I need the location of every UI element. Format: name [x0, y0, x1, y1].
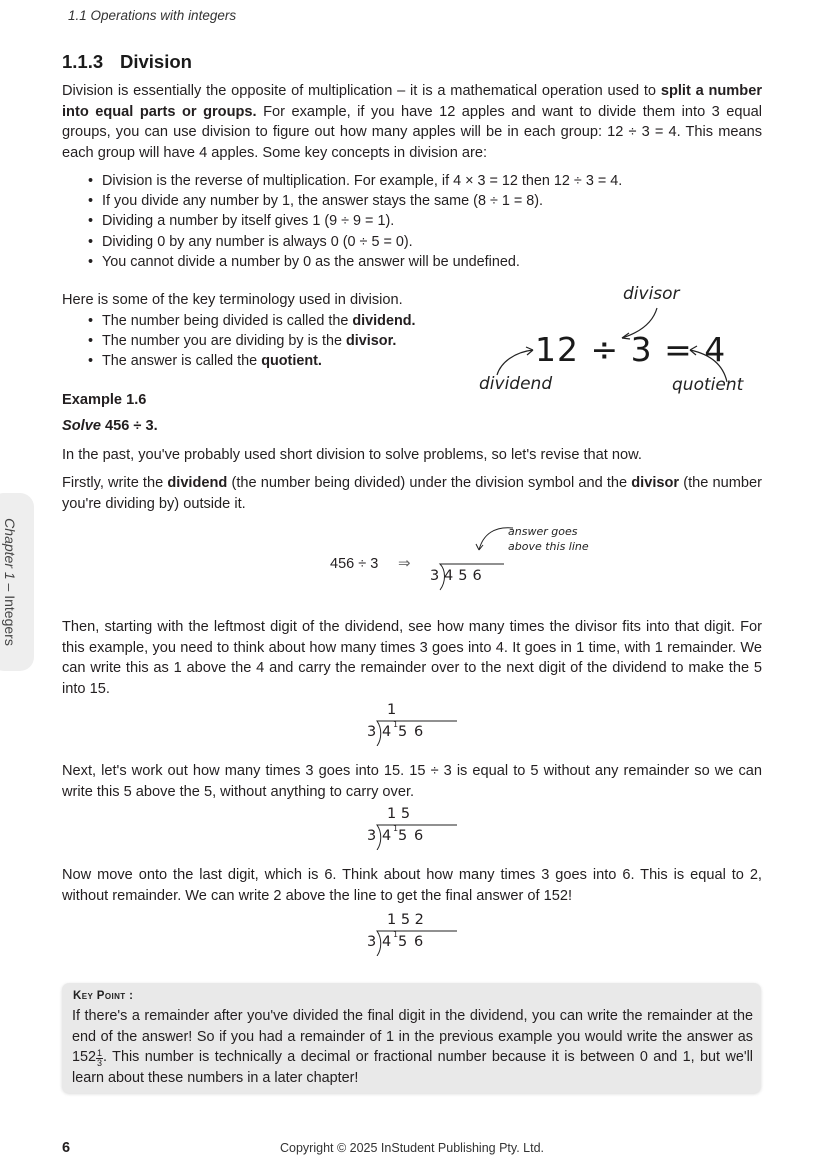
key-point-text: If there's a remainder after you've divided the final digit in the dividend, you can write the remainder at the end of the answer! So if you had a remainder of 1 in the previous example you would write the answer as 152 $\frac{1}{3}$ . This number is technically a decimal or fractional number because it is between 0 and 1, but we'll learn about these numbers in a later chapter! — [72, 1008, 753, 1087]
key-point-title: Key Point : — [73, 990, 134, 1002]
section-name: Division — [120, 51, 192, 72]
long-division-step-2: 1 5 3 4 1 5 6 — [367, 806, 467, 850]
example-paragraph-1: In the past, you've probably used short division to solve problems, so let's revise that now. — [62, 447, 642, 463]
quotient: 1 5 — [387, 806, 411, 822]
implies-symbol: ⇒ — [398, 555, 411, 572]
terminology-list — [88, 311, 468, 372]
page-number: 6 — [62, 1140, 71, 1156]
setup-expression: 456 ÷ 3 — [330, 556, 379, 572]
carry: 1 — [393, 930, 399, 939]
chapter-side-tab[interactable] — [0, 493, 34, 671]
running-head: 1.1 Operations with integers — [68, 8, 237, 23]
intro-bold: split a number into equal parts or groups. — [62, 83, 762, 120]
carry: 1 — [393, 720, 399, 729]
terminology-intro: Here is some of the key terminology used in division. — [62, 292, 403, 308]
example-title: Example 1.6 — [62, 392, 147, 408]
fraction-one-third: $\frac{1}{3}$ — [97, 1048, 103, 1069]
key-concepts-list — [88, 171, 768, 272]
list-item: • Dividing a number by itself gives 1 (9 ÷ 9 = 1). — [88, 211, 768, 231]
label-quotient: quotient — [672, 375, 744, 395]
answer-note: answer goes above this line — [508, 525, 589, 553]
key-point-box — [62, 983, 761, 1093]
section-number: 1.1.3 — [62, 51, 104, 72]
carry: 1 — [393, 824, 399, 833]
long-division-setup: 3 456 — [430, 566, 610, 592]
list-item: • You cannot divide a number by 0 as the answer will be undefined. — [88, 252, 768, 272]
label-divisor: divisor — [623, 284, 680, 304]
section-title — [62, 51, 192, 73]
list-item: • Division is the reverse of multiplication. For example, if 4 × 3 = 12 then 12 ÷ 3 = 4. — [88, 171, 768, 191]
list-item: • If you divide any number by 1, the answer stays the same (8 ÷ 1 = 8). — [88, 191, 768, 211]
dividend-digits: 456 — [444, 568, 487, 584]
list-item: • The answer is called the quotient. — [88, 351, 468, 371]
diagram-equation: 12 ÷ 3 = 4 — [535, 330, 727, 369]
example-paragraph-2: Firstly, write the dividend (the number being divided) under the division symbol and the divisor (the number you're dividing by) outside it. — [62, 475, 762, 512]
example-paragraph-5: Now move onto the last digit, which is 6. Think about how many times 3 goes into 6. This is equal to 2, without remainder. We can write 2 above the line to get the final answer of 152! — [62, 867, 762, 904]
example-paragraph-3: Then, starting with the leftmost digit of the dividend, see how many times the divisor fits into that digit. For this example, you need to think about how many times 3 goes into 4. It goes in 1 time, with 1 remainder. We can write this as 1 above the 4 and carry the remainder over to the next digit of the dividend to make the 5 into 15. — [62, 619, 762, 697]
setup-diagram — [320, 520, 610, 590]
terminology-diagram — [465, 280, 785, 410]
chapter-side-tab-label: Chapter 1 – Integers — [2, 518, 18, 646]
quotient: 1 5 2 — [387, 912, 424, 928]
label-dividend: dividend — [479, 374, 553, 394]
long-division-step-3: 1 5 2 3 4 1 5 6 — [367, 912, 467, 956]
example-prompt: Solve 456 ÷ 3. — [62, 418, 158, 434]
quotient: 1 — [387, 702, 397, 718]
intro-paragraph: Division is essentially the opposite of multiplication – it is a mathematical operation used to split a number into equal parts or groups. For example, if you have 12 apples and want to divide them into 3 equal groups, you can use division to figure out how many apples will be in each group: 12 ÷ 3 = 4. This means each group will have 4 apples. Some key concepts in division are: — [62, 83, 762, 161]
example-paragraph-4: Next, let's work out how many times 3 goes into 15. 15 ÷ 3 is equal to 5 without any remainder so we can write this 5 above the 5, without anything to carry over. — [62, 763, 762, 800]
long-division-step-1: 1 3 4 1 5 6 — [367, 702, 467, 746]
list-item: • The number you are dividing by is the divisor. — [88, 331, 468, 351]
list-item: • Dividing 0 by any number is always 0 (0 ÷ 5 = 0). — [88, 232, 768, 252]
copyright: Copyright © 2025 InStudent Publishing Pty. Ltd. — [280, 1141, 545, 1155]
list-item: • The number being divided is called the dividend. — [88, 311, 468, 331]
